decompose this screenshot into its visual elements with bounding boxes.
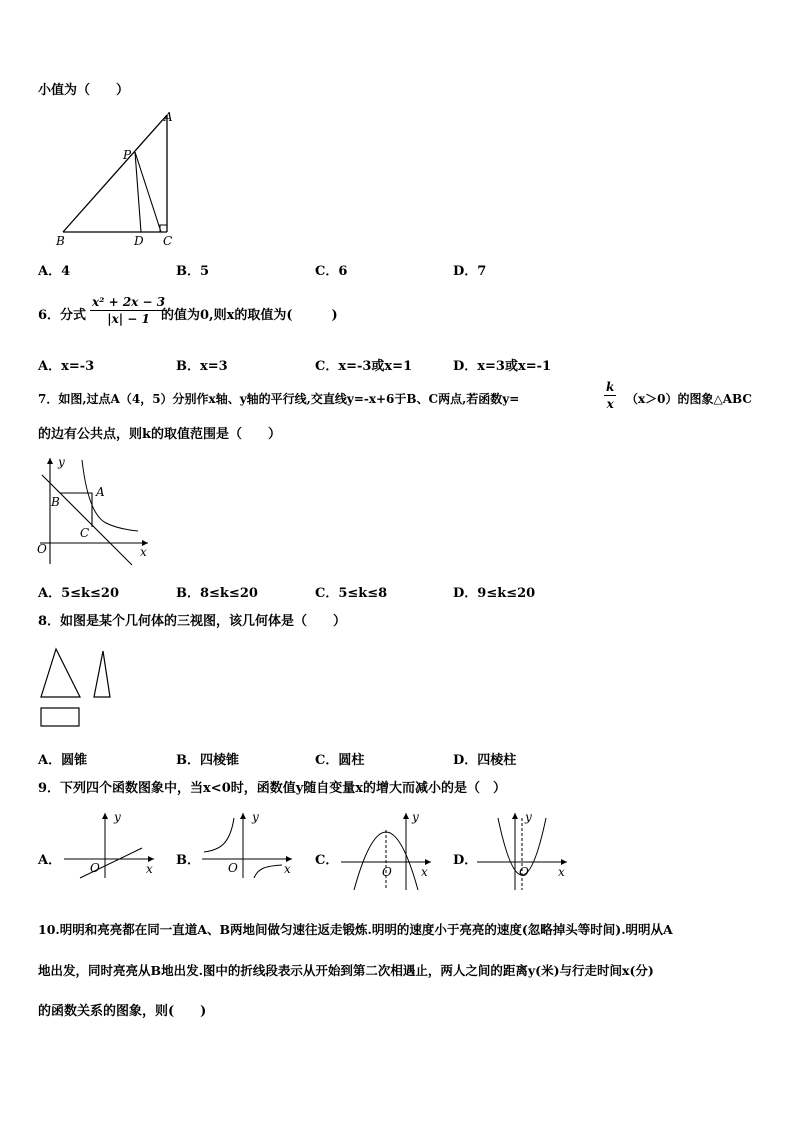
q9-graph-a <box>62 810 162 880</box>
q8-option-c: C．圆柱 <box>315 753 365 768</box>
q10-line3: 的函数关系的图象，则( ) <box>38 1004 207 1019</box>
q8-option-a: A．圆锥 <box>38 753 88 768</box>
q9a-label-O: O <box>90 861 100 875</box>
q10-line1: 10.明明和亮亮都在同一直道A、B两地间做匀速往返走锻炼.明明的速度小于亮亮的速度(忽略掉头等时间).明明从A <box>38 922 673 937</box>
q7-option-b: B．8≤k≤20 <box>176 586 258 601</box>
q7-frac-denominator: x <box>606 397 614 411</box>
q6-fraction <box>90 295 167 326</box>
q5-option-b: B．5 <box>176 264 210 279</box>
q9-option-c: C． <box>315 853 339 868</box>
q8-option-d: D．四棱柱 <box>453 753 517 768</box>
q9-stem: 9．下列四个函数图象中，当x<0时，函数值y随自变量x的增大而减小的是（ ） <box>38 781 507 796</box>
q9-graph-d <box>475 810 575 890</box>
q7-option-c: C．5≤k≤8 <box>315 586 388 601</box>
q9a-label-y: y <box>114 810 121 824</box>
q5-triangle-figure <box>50 108 190 253</box>
q6-frac-denominator: |x| − 1 <box>107 312 150 326</box>
q9a-label-x: x <box>146 862 153 876</box>
label-C: C <box>163 234 173 248</box>
q6-option-d: D．x=3或x=-1 <box>453 359 552 374</box>
q9c-label-x: x <box>421 865 428 879</box>
q7-label-x: x <box>140 545 147 559</box>
q7-label-y: y <box>58 455 65 469</box>
q9d-label-y: y <box>525 810 532 824</box>
q9c-label-y: y <box>412 810 419 824</box>
q9-option-d: D． <box>453 853 478 868</box>
q7-line1-b: （x＞0）的图象△ABC <box>626 392 752 406</box>
q8-three-views-figure <box>36 645 120 733</box>
q5-stem-end: 小值为（ ） <box>38 83 130 98</box>
q7-label-B: B <box>51 495 60 509</box>
q7-option-a: A．5≤k≤20 <box>38 586 120 601</box>
q7-option-d: D．9≤k≤20 <box>453 586 536 601</box>
q8-stem: 8．如图是某个几何体的三视图，该几何体是（ ） <box>38 614 347 629</box>
q9b-label-y: y <box>252 810 259 824</box>
q7-label-C: C <box>80 526 90 540</box>
q9d-label-O: O <box>519 865 529 879</box>
q9-graph-c <box>339 810 439 890</box>
q9c-label-O: O <box>382 865 392 879</box>
q7-fraction <box>604 380 616 411</box>
label-D: D <box>134 234 144 248</box>
q6-option-a: A．x=-3 <box>38 359 95 374</box>
q7-label-O: O <box>37 542 47 556</box>
q6-prefix: 6．分式 <box>38 308 87 323</box>
q9b-label-x: x <box>284 862 291 876</box>
q9-option-b: B． <box>176 853 200 868</box>
q5-option-a: A．4 <box>38 264 71 279</box>
q6-suffix: 的值为0,则x的取值为( ) <box>161 308 338 323</box>
q9-graph-b <box>200 810 300 880</box>
q8-option-b: B．四棱锥 <box>176 753 239 768</box>
q5-option-d: D．7 <box>453 264 487 279</box>
q7-line1-a: 7．如图,过点A（4，5）分别作x轴、y轴的平行线,交直线y=-x+6于B、C两点,若函数y= <box>38 392 520 406</box>
label-B: B <box>56 234 65 248</box>
q6-frac-numerator: x² + 2x − 3 <box>92 295 166 309</box>
label-P: P <box>123 148 132 162</box>
q7-label-A: A <box>96 485 105 499</box>
label-A: A <box>164 110 173 124</box>
q7-frac-numerator: k <box>606 380 615 394</box>
q7-hyperbola-figure <box>36 455 151 567</box>
q6-option-c: C．x=-3或x=1 <box>315 359 413 374</box>
q7-line2: 的边有公共点，则k的取值范围是（ ） <box>38 427 282 442</box>
q9-option-a: A． <box>38 853 62 868</box>
q9d-label-x: x <box>558 865 565 879</box>
q6-option-b: B．x=3 <box>176 359 228 374</box>
q9b-label-O: O <box>228 861 238 875</box>
q10-line2: 地出发，同时亮亮从B地出发.图中的折线段表示从开始到第二次相遇止，两人之间的距离y(米)与行走时间x(分) <box>38 963 654 978</box>
q5-option-c: C．6 <box>315 264 348 279</box>
